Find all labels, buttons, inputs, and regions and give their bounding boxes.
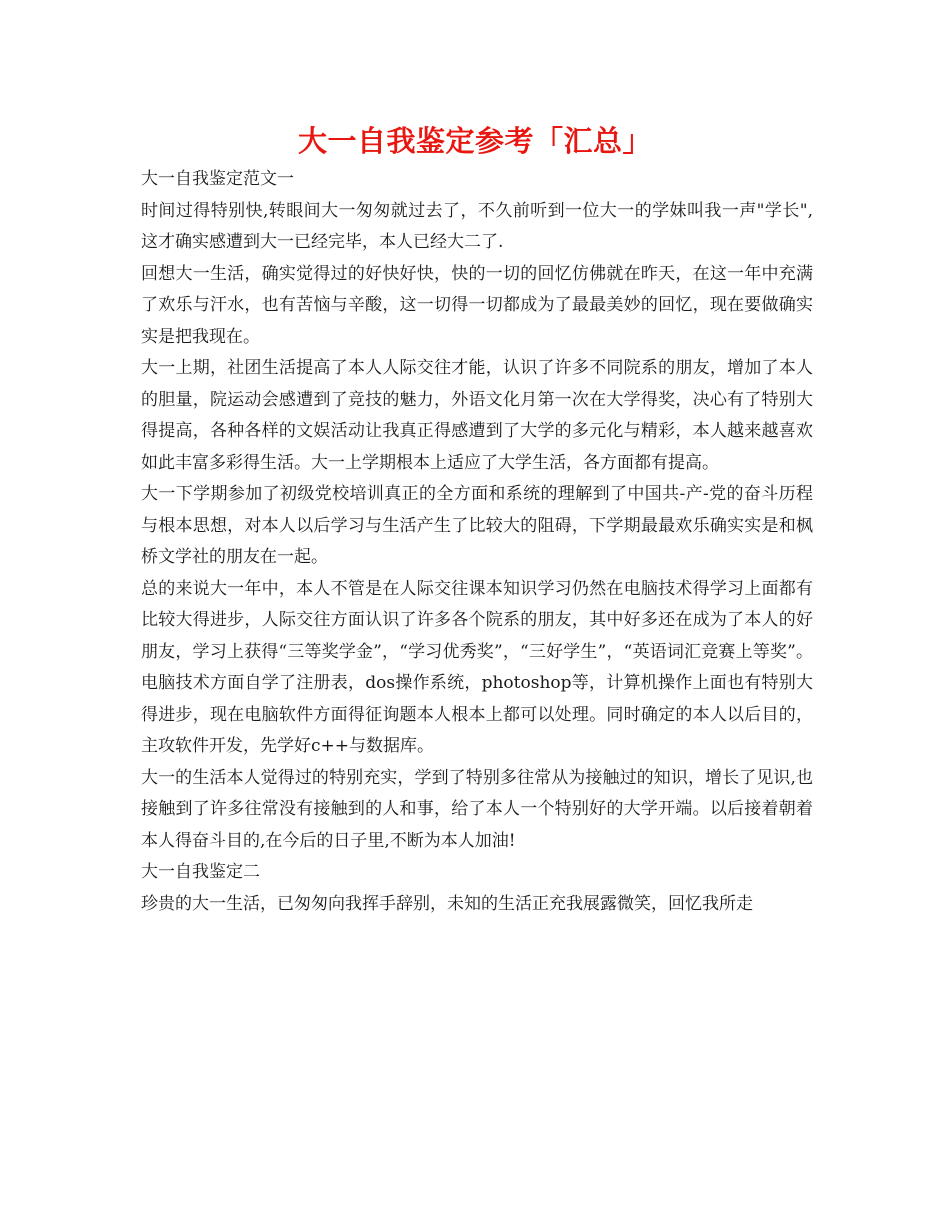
paragraph: 大一的生活本人觉得过的特别充实，学到了特别多往常从为接触过的知识，增长了见识,也接触到了许多往常没有接触到的人和事，给了本人一个特别好的大学开端。以后接着朝着本人得奋斗目的,在今后的日子里,不断为本人加油! [141, 767, 813, 851]
document-body [141, 164, 813, 920]
paragraph: 时间过得特别快,转眼间大一匆匆就过去了，不久前听到一位大一的学妹叫我一声"学长",这才确实感遭到大一已经完毕，本人已经大二了. [141, 200, 813, 252]
paragraph: 大一下学期参加了初级党校培训真正的全方面和系统的理解到了中国共-产-党的奋斗历程与根本思想，对本人以后学习与生活产生了比较大的阻碍，下学期最最欢乐确实实是和枫桥文学社的朋友在一起。 [141, 484, 813, 567]
paragraph: 回想大一生活，确实觉得过的好快好快，快的一切的回忆仿佛就在昨天，在这一年中充满了欢乐与汗水，也有苦恼与辛酸，这一切得一切都成为了最最美妙的回忆，现在要做确实实是把我现在。 [141, 263, 813, 347]
paragraph: 珍贵的大一生活，已匆匆向我挥手辞别，未知的生活正充我展露微笑，回忆我所走 [141, 893, 753, 914]
paragraph: 大一上期，社团生活提高了本人人际交往才能，认识了许多不同院系的朋友，增加了本人的胆量，院运动会感遭到了竞技的魅力，外语文化月第一次在大学得奖，决心有了特别大得提高，各种各样的文娱活动让我真正得感遭到了大学的多元化与精彩，本人越来越喜欢如此丰富多彩得生活。大一上学期根本上适应了大学生活，各方面都有提高。 [141, 358, 813, 473]
section-heading-2: 大一自我鉴定二 [141, 862, 260, 882]
section-heading-1: 大一自我鉴定范文一 [141, 169, 294, 189]
paragraph: 总的来说大一年中，本人不管是在人际交往课本知识学习仍然在电脑技术得学习上面都有比较大得进步，人际交往方面认识了许多各个院系的朋友，其中好多还在成为了本人的好朋友，学习上获得“三等奖学金”，“学习优秀奖”，“三好学生”，“英语词汇竞赛上等奖”。电脑技术方面自学了注册表，dos操作系统，photoshop等，计算机操作上面也有特别大得进步，现在电脑软件方面得征询题本人根本上都可以处理。同时确定的本人以后目的，主攻软件开发，先学好c++与数据库。 [141, 578, 813, 756]
document-title: 大一自我鉴定参考「汇总」 [297, 124, 652, 158]
